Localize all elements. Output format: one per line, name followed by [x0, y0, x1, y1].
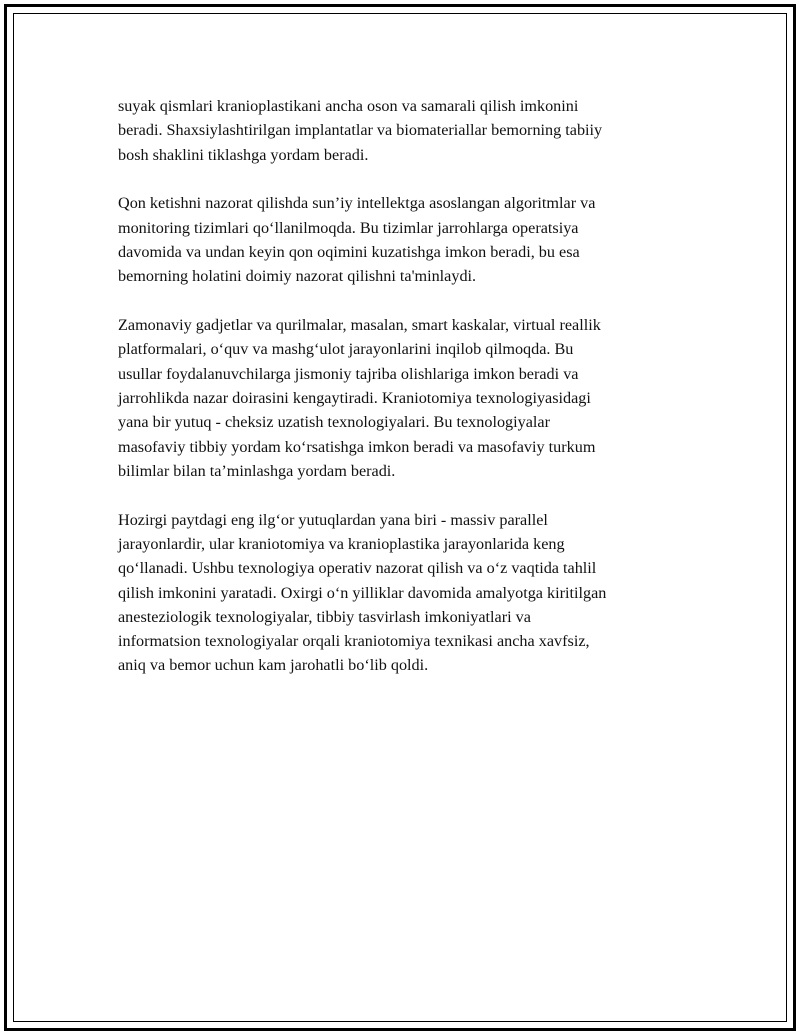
text-line: platformalari, o‘quv va mashg‘ulot jarayonlarini inqilob qilmoqda. Bu — [118, 340, 574, 359]
paragraph-3 — [118, 313, 688, 483]
text-line: jarayonlardir, ular kraniotomiya va kranioplastika jarayonlarida keng — [118, 534, 565, 553]
text-line: monitoring tizimlari qo‘llanilmoqda. Bu tizimlar jarrohlarga operatsiya — [118, 218, 579, 237]
text-line: jarrohlikda nazar doirasini kengaytiradi. Kraniotomiya texnologiyasidagi — [118, 388, 591, 407]
text-line: davomida va undan keyin qon oqimini kuzatishga imkon beradi, bu esa — [118, 242, 580, 261]
document-body — [118, 94, 688, 702]
text-line: Hozirgi paytdagi eng ilg‘or yutuqlardan yana biri - massiv parallel — [118, 510, 548, 529]
text-line: anesteziologik texnologiyalar, tibbiy tasvirlash imkoniyatlari va — [118, 607, 531, 626]
text-line: beradi. Shaxsiylashtirilgan implantatlar va biomateriallar bemorning tabiiy — [118, 121, 603, 140]
text-line: bemorning holatini doimiy nazorat qilishni ta'minlaydi. — [118, 267, 477, 286]
text-line: usullar foydalanuvchilarga jismoniy tajriba olishlariga imkon beradi va — [118, 364, 579, 383]
paragraph-2 — [118, 191, 688, 288]
text-line: suyak qismlari kranioplastikani ancha oson va samarali qilish imkonini — [118, 97, 579, 115]
text-line: masofaviy tibbiy yordam ko‘rsatishga imkon beradi va masofaviy turkum — [118, 437, 596, 456]
text-line: informatsion texnologiyalar orqali kraniotomiya texnikasi ancha xavfsiz, — [118, 632, 590, 651]
text-line: Zamonaviy gadjetlar va qurilmalar, masalan, smart kaskalar, virtual reallik — [118, 316, 601, 335]
text-line: aniq va bemor uchun kam jarohatli bo‘lib qoldi. — [118, 656, 429, 675]
text-line: qo‘llanadi. Ushbu texnologiya operativ nazorat qilish va o‘z vaqtida tahlil — [118, 559, 597, 578]
paragraph-4 — [118, 508, 688, 678]
text-line: bosh shaklini tiklashga yordam beradi. — [118, 145, 369, 164]
text-line: yana bir yutuq - cheksiz uzatish texnologiyalari. Bu texnologiyalar — [118, 413, 550, 432]
text-line: Qon ketishni nazorat qilishda sun’iy intellektga asoslangan algoritmlar va — [118, 194, 596, 213]
text-line: qilish imkonini yaratadi. Oxirgi o‘n yilliklar davomida amalyotga kiritilgan — [118, 583, 607, 602]
text-line: bilimlar bilan ta’minlashga yordam beradi. — [118, 461, 396, 480]
paragraph-1 — [118, 94, 688, 167]
